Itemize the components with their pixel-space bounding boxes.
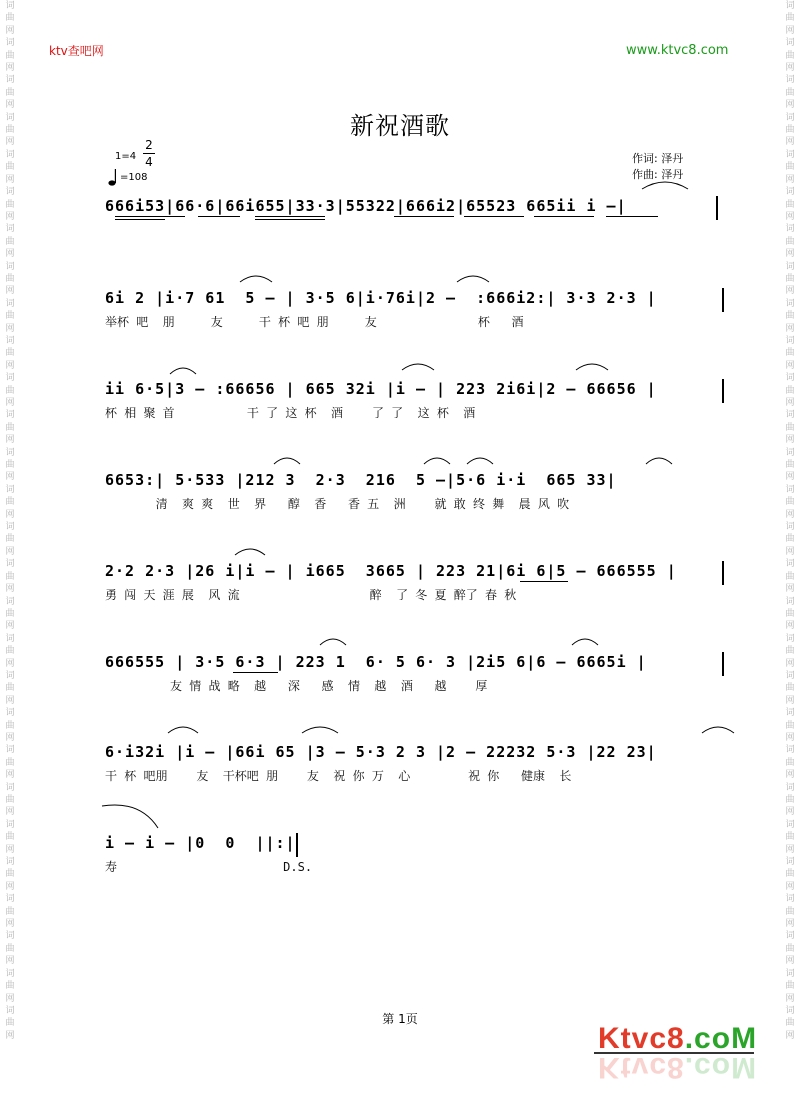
watermark-char: 网 [5, 174, 15, 185]
watermark-char: 网 [5, 844, 15, 855]
beam-underline [606, 216, 658, 217]
watermark-char: 词 [5, 1005, 15, 1016]
slur-mark [166, 721, 200, 735]
watermark-char: 曲 [5, 571, 15, 582]
watermark-char: 网 [5, 881, 15, 892]
watermark-char: 网 [785, 360, 795, 371]
beam-underline [464, 216, 524, 217]
watermark-char: 词 [5, 224, 15, 235]
watermark-char: 曲 [5, 162, 15, 173]
watermark-char: 曲 [785, 460, 795, 471]
watermark-char: 网 [5, 286, 15, 297]
watermark-char: 词 [5, 447, 15, 458]
watermark-char: 词 [5, 819, 15, 830]
watermark-char: 曲 [5, 348, 15, 359]
slur-mark [700, 721, 736, 735]
watermark-char: 网 [785, 546, 795, 557]
watermark-char: 词 [785, 819, 795, 830]
watermark-char: 曲 [5, 943, 15, 954]
watermark-char: 网 [785, 770, 795, 781]
time-signature [143, 138, 155, 169]
logo-reflection-rest: tvc8 [620, 1051, 685, 1084]
watermark-char: 词 [5, 596, 15, 607]
watermark-char: 网 [785, 472, 795, 483]
watermark-char: 词 [785, 75, 795, 86]
beam-underline [255, 216, 325, 217]
watermark-char: 网 [5, 211, 15, 222]
lyrics-row: 清 爽 爽 世 界 醇 香 香 五 洲 就 敢 终 舞 晨 风 吹 [105, 497, 570, 511]
watermark-char: 曲 [785, 534, 795, 545]
watermark-char: 网 [5, 1030, 15, 1041]
watermark-char: 网 [5, 100, 15, 111]
watermark-char: 曲 [5, 497, 15, 508]
watermark-char: 词 [785, 224, 795, 235]
notation-row: 6i 2 |i·7 61 5 – | 3·5 6|i·76i|2 – :666i2:| 3·3 2·3 | [105, 289, 657, 307]
watermark-char: 词 [5, 931, 15, 942]
watermark-char: 词 [785, 670, 795, 681]
watermark-char: 曲 [785, 757, 795, 768]
watermark-char: 网 [785, 881, 795, 892]
lyrics-row: 杯 相 聚 首 干 了 这 杯 酒 了 了 这 杯 酒 [105, 406, 476, 420]
watermark-char: 网 [785, 398, 795, 408]
watermark-char: 网 [5, 770, 15, 781]
watermark-char: 网 [785, 249, 795, 260]
watermark-char: 词 [785, 931, 795, 942]
left-watermark-strip [0, 0, 20, 1111]
watermark-char: 词 [5, 484, 15, 495]
watermark-char: 网 [5, 658, 15, 669]
site-name-left: ktv查吧网 [49, 44, 104, 58]
watermark-char: 网 [785, 435, 795, 446]
slur-mark [570, 633, 600, 647]
watermark-char: 词 [785, 633, 795, 644]
watermark-char: 词 [5, 335, 15, 346]
watermark-char: 曲 [785, 236, 795, 247]
logo-reflection [598, 1050, 757, 1084]
watermark-char: 网 [5, 25, 15, 36]
watermark-char: 词 [5, 708, 15, 719]
song-title: 新祝酒歌 [350, 112, 450, 140]
watermark-char: 曲 [5, 460, 15, 471]
logo-tld: .coM [684, 1022, 758, 1055]
watermark-char: 网 [5, 956, 15, 967]
watermark-char: 曲 [785, 795, 795, 805]
watermark-char: 曲 [5, 795, 15, 805]
watermark-char: 曲 [5, 50, 15, 61]
watermark-char: 词 [785, 149, 795, 160]
watermark-char: 词 [785, 782, 795, 793]
watermark-char: 曲 [5, 87, 15, 98]
composer-credit: 作曲: 泽丹 [632, 168, 684, 181]
watermark-char: 曲 [785, 720, 795, 731]
watermark-char: 曲 [5, 832, 15, 843]
watermark-char: 词 [785, 373, 795, 384]
slur-mark [272, 452, 302, 466]
watermark-char: 词 [5, 373, 15, 384]
watermark-char: 曲 [785, 125, 795, 136]
watermark-char: 网 [5, 472, 15, 483]
watermark-char: 网 [5, 435, 15, 446]
watermark-char: 网 [785, 919, 795, 930]
slur-mark [574, 358, 610, 372]
tempo-marking: =108 [120, 172, 148, 183]
watermark-char: 曲 [5, 385, 15, 396]
watermark-char: 网 [785, 174, 795, 185]
beam-underline [520, 581, 568, 582]
watermark-char: 网 [5, 398, 15, 408]
watermark-char: 词 [785, 968, 795, 979]
bar-line [716, 196, 718, 220]
beam-underline [233, 672, 278, 673]
watermark-char: 网 [5, 63, 15, 74]
watermark-char: 网 [785, 211, 795, 222]
slur-mark [644, 452, 674, 466]
slur-mark [238, 270, 274, 284]
watermark-char: 网 [785, 621, 795, 632]
watermark-char: 词 [5, 298, 15, 309]
watermark-char: 网 [785, 993, 795, 1004]
watermark-char: 曲 [785, 943, 795, 954]
beam-underline [115, 216, 185, 217]
watermark-char: 曲 [785, 87, 795, 98]
watermark-char: 曲 [5, 720, 15, 731]
notation-row: 6653:| 5·533 |212 3 2·3 216 5 –|5·6 i·i 665 33| [105, 471, 617, 489]
watermark-char: 曲 [785, 13, 795, 24]
right-watermark-strip [780, 0, 800, 1111]
watermark-char: 网 [5, 509, 15, 520]
watermark-char: 曲 [785, 311, 795, 322]
watermark-char: 曲 [5, 199, 15, 210]
lyrics-row: 举杯 吧 朋 友 干 杯 吧 朋 友 杯 酒 [105, 315, 524, 329]
logo-reflection-k: K [598, 1051, 621, 1084]
watermark-char: 曲 [5, 608, 15, 619]
watermark-char: 网 [5, 695, 15, 706]
notation-row: 2·2 2·3 |26 i|i – | i665 3665 | 223 21|6i 6|5 – 666555 | [105, 562, 677, 580]
watermark-char: 词 [5, 261, 15, 272]
watermark-char: 曲 [785, 608, 795, 619]
watermark-char: 网 [785, 695, 795, 706]
watermark-char: 词 [785, 112, 795, 123]
watermark-char: 曲 [5, 422, 15, 433]
lyrics-row: 寿 D.S. [105, 860, 313, 874]
quarter-note-icon [108, 168, 118, 186]
watermark-char: 词 [5, 670, 15, 681]
slur-mark [455, 270, 491, 284]
final-bar-line [296, 833, 298, 857]
notation-row: ii 6·5|3 – :66656 | 665 32i |i – | 223 2i6i|2 – 66656 | [105, 380, 657, 398]
bar-line [722, 561, 724, 585]
logo-reflection-tld: .coM [684, 1051, 758, 1084]
watermark-char: 网 [785, 956, 795, 967]
watermark-char: 曲 [785, 832, 795, 843]
watermark-char: 曲 [5, 311, 15, 322]
watermark-char: 曲 [785, 981, 795, 992]
watermark-char: 网 [785, 286, 795, 297]
watermark-char: 网 [785, 658, 795, 669]
time-signature-divider [143, 153, 155, 154]
watermark-char: 曲 [785, 348, 795, 359]
watermark-char: 网 [5, 807, 15, 818]
watermark-char: 曲 [5, 1018, 15, 1029]
time-signature-bottom: 4 [145, 155, 153, 169]
beam-underline [115, 219, 165, 220]
watermark-char: 词 [5, 112, 15, 123]
watermark-char: 网 [785, 137, 795, 148]
watermark-char: 词 [785, 559, 795, 570]
watermark-char: 词 [5, 968, 15, 979]
watermark-char: 网 [5, 323, 15, 334]
bar-line [722, 379, 724, 403]
logo-k: K [598, 1022, 621, 1055]
site-url-right: www.ktvc8.com [626, 43, 729, 58]
watermark-char: 曲 [785, 385, 795, 396]
watermark-char: 网 [5, 993, 15, 1004]
watermark-char: 词 [785, 894, 795, 905]
watermark-char: 网 [5, 584, 15, 595]
watermark-char: 曲 [5, 981, 15, 992]
watermark-char: 曲 [5, 13, 15, 24]
watermark-char: 词 [785, 38, 795, 49]
notation-row: 6·i32i |i – |66i 65 |3 – 5·3 2 3 |2 – 22232 5·3 |22 23| [105, 743, 657, 761]
bar-line [722, 652, 724, 676]
watermark-char: 曲 [785, 50, 795, 61]
notation-row: 666555 | 3·5 6·3 | 223 1 6· 5 6· 3 |2i5 6|6 – 6665i | [105, 653, 647, 671]
slur-mark [465, 452, 495, 466]
watermark-char: 词 [785, 335, 795, 346]
watermark-char: 曲 [5, 869, 15, 880]
watermark-char: 词 [5, 857, 15, 868]
watermark-char: 词 [5, 745, 15, 756]
watermark-char: 词 [785, 596, 795, 607]
watermark-char: 词 [785, 1005, 795, 1016]
watermark-char: 网 [785, 63, 795, 74]
watermark-char: 网 [5, 546, 15, 557]
watermark-char: 网 [785, 25, 795, 36]
watermark-char: 曲 [785, 906, 795, 917]
watermark-char: 曲 [5, 906, 15, 917]
watermark-char: 曲 [785, 683, 795, 694]
watermark-char: 曲 [5, 125, 15, 136]
slur-mark [400, 358, 436, 372]
beam-underline [255, 219, 325, 220]
watermark-char: 网 [785, 807, 795, 818]
slur-mark [168, 362, 198, 376]
watermark-char: 曲 [5, 646, 15, 657]
watermark-char: 网 [5, 137, 15, 148]
beam-underline [198, 216, 240, 217]
watermark-char: 词 [5, 38, 15, 49]
watermark-char: 词 [5, 1, 15, 11]
slur-mark [640, 177, 690, 191]
watermark-char: 词 [785, 410, 795, 421]
watermark-char: 词 [5, 559, 15, 570]
watermark-char: 词 [5, 633, 15, 644]
beam-underline [534, 216, 594, 217]
watermark-char: 曲 [785, 497, 795, 508]
notation-row: i – i – |0 0 ||:| [105, 834, 296, 852]
watermark-char: 词 [785, 745, 795, 756]
watermark-char: 网 [785, 509, 795, 520]
watermark-char: 曲 [5, 273, 15, 284]
bar-line [722, 288, 724, 312]
watermark-char: 词 [785, 447, 795, 458]
watermark-char: 曲 [5, 757, 15, 768]
watermark-char: 曲 [785, 162, 795, 173]
watermark-char: 词 [785, 522, 795, 533]
watermark-char: 词 [5, 75, 15, 86]
watermark-char: 网 [5, 732, 15, 743]
watermark-char: 曲 [785, 422, 795, 433]
watermark-char: 词 [785, 857, 795, 868]
watermark-char: 词 [785, 1, 795, 11]
watermark-char: 词 [785, 187, 795, 198]
watermark-char: 词 [5, 187, 15, 198]
time-signature-top: 2 [145, 138, 153, 152]
watermark-char: 曲 [5, 683, 15, 694]
notation-row: 666i53|66·6|66i655|33·3|55322|666i2|65523 665ii i –| [105, 197, 627, 215]
watermark-char: 网 [785, 732, 795, 743]
watermark-char: 词 [5, 410, 15, 421]
watermark-char: 曲 [785, 199, 795, 210]
lyrics-row: 友 情 战 略 越 深 感 情 越 酒 越 厚 [105, 679, 488, 693]
watermark-char: 曲 [785, 273, 795, 284]
watermark-char: 网 [5, 621, 15, 632]
watermark-char: 词 [785, 484, 795, 495]
slur-mark [422, 452, 452, 466]
watermark-char: 词 [5, 522, 15, 533]
watermark-char: 词 [5, 149, 15, 160]
watermark-char: 词 [785, 708, 795, 719]
lyrics-row: 干 杯 吧朋 友 干杯吧 朋 友 祝 你 万 心 祝 你 健康 长 [105, 769, 572, 783]
lyricist-credit: 作词: 泽丹 [632, 152, 684, 165]
watermark-char: 曲 [785, 869, 795, 880]
watermark-char: 词 [785, 261, 795, 272]
watermark-char: 网 [5, 919, 15, 930]
watermark-char: 网 [785, 844, 795, 855]
watermark-char: 曲 [5, 236, 15, 247]
slur-mark [233, 543, 267, 557]
watermark-char: 词 [5, 782, 15, 793]
watermark-char: 曲 [785, 646, 795, 657]
beam-underline [394, 216, 454, 217]
watermark-char: 词 [785, 298, 795, 309]
watermark-char: 网 [785, 584, 795, 595]
watermark-char: 词 [5, 894, 15, 905]
watermark-char: 网 [785, 323, 795, 334]
page-number: 第 1页 [382, 1012, 418, 1026]
watermark-char: 曲 [5, 534, 15, 545]
logo-rest: tvc8 [620, 1022, 685, 1055]
slur-mark [300, 721, 340, 735]
watermark-char: 曲 [785, 1018, 795, 1029]
slur-mark [318, 633, 348, 647]
watermark-char: 曲 [785, 571, 795, 582]
key-signature: 1=4 [115, 151, 137, 162]
watermark-char: 网 [785, 1030, 795, 1041]
slur-mark [100, 800, 160, 830]
lyrics-row: 勇 闯 天 涯 展 风 流 醉 了 冬 夏 醉了 春 秋 [105, 588, 517, 602]
watermark-char: 网 [5, 249, 15, 260]
watermark-char: 网 [785, 100, 795, 111]
watermark-char: 网 [5, 360, 15, 371]
